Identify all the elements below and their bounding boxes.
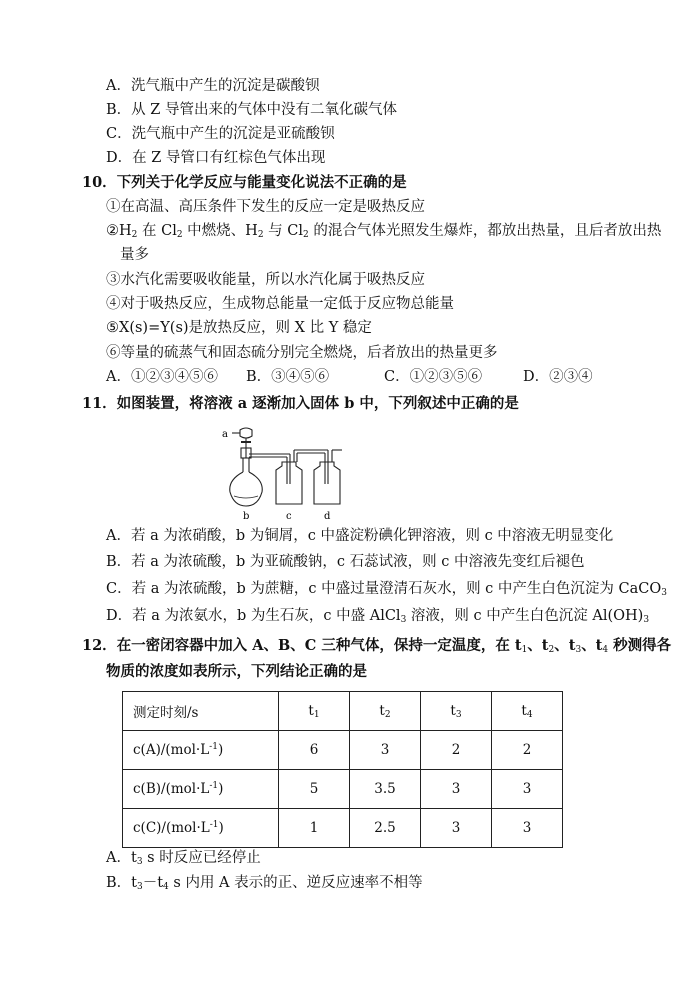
row-label-cb: $c(B)/(mol\cdot L^{-1})$	[123, 770, 279, 809]
apparatus-diagram	[218, 424, 358, 524]
funnel-bulb	[240, 428, 252, 438]
table-header-row	[123, 692, 563, 731]
cell: 5	[279, 770, 350, 809]
cell: 1	[279, 809, 350, 848]
q11-option-c: C．若 a 为浓硫酸，b 为蔗糖，c 中盛过量澄清石灰水，则 c 中产生白色沉淀为 CaCO$_3$	[106, 581, 667, 598]
q10-choice-a: A．①②③④⑤⑥	[106, 369, 218, 385]
table-row	[123, 731, 563, 770]
q10-choice-d: D．②③④	[523, 369, 593, 385]
q10-statement-4: ④对于吸热反应，生成物总能量一定低于反应物总能量	[106, 296, 454, 312]
cell: 3.5	[350, 770, 421, 809]
q10-statement-2: $②H_2$ 在 $Cl_2$ 中燃烧、$H_2$ 与 $Cl_2$ 的混合气体光照发生爆炸，都放出热量，且后者放出热	[106, 223, 662, 240]
q12-question: 12．在一密闭容器中加入 A、B、C 三种气体，保持一定温度，在 $t_1$、$t_2$、$t_3$、$t_4$ 秒测得各	[82, 637, 672, 655]
label-d: d	[324, 511, 331, 522]
label-c: c	[286, 511, 292, 522]
cell: 2	[421, 731, 492, 770]
q10-choices	[106, 367, 626, 387]
q10-statement-5: ⑤X(s)=Y(s)是放热反应，则 X 比 Y 稳定	[106, 320, 372, 336]
bottle-c	[276, 462, 302, 504]
q12-option-b: B．$t_3-t_4$ s 内用 A 表示的正、逆反应速率不相等	[106, 875, 423, 892]
table-header-t2: $t_2$	[350, 692, 421, 731]
q9-option-c: C．洗气瓶中产生的沉淀是亚硫酸钡	[106, 126, 335, 142]
q9-option-a: A．洗气瓶中产生的沉淀是碳酸钡	[106, 78, 320, 94]
q10-number: 10．	[82, 174, 117, 191]
q10-stem: 下列关于化学反应与能量变化说法不正确的是	[116, 174, 407, 191]
flask	[230, 472, 262, 506]
q10-choice-c: C．①②③⑤⑥	[384, 369, 483, 385]
q10-statement-1: ①在高温、高压条件下发生的反应一定是吸热反应	[106, 199, 425, 215]
cell: 3	[421, 770, 492, 809]
cell: 3	[492, 770, 563, 809]
cell: 3	[350, 731, 421, 770]
q11-option-a: A．若 a 为浓硝酸，b 为铜屑，c 中盛淀粉碘化钾溶液，则 c 中溶液无明显变化	[106, 528, 614, 544]
cell: 3	[492, 809, 563, 848]
q9-option-b: B．从 Z 导管出来的气体中没有二氧化碳气体	[106, 102, 397, 118]
q12-number: 12．	[82, 637, 117, 654]
q10-statement-6: ⑥等量的硫蒸气和固态硫分别完全燃烧，后者放出的热量更多	[106, 345, 498, 361]
cell: 6	[279, 731, 350, 770]
label-b: b	[243, 511, 250, 522]
concentration-table	[122, 691, 563, 848]
q10-statement-3: ③水汽化需要吸收能量，所以水汽化属于吸热反应	[106, 272, 425, 288]
table-header-t1: $t_1$	[279, 692, 350, 731]
q11-stem: 如图装置，将溶液 a 逐渐加入固体 b 中，下列叙述中正确的是	[116, 395, 519, 412]
q10-statement-2-continued: 量多	[120, 247, 149, 263]
q11-option-b: B．若 a 为浓硫酸，b 为亚硫酸钠，c 石蕊试液，则 c 中溶液先变红后褪色	[106, 554, 585, 570]
q12-option-a: A．$t_3$ s 时反应已经停止	[106, 850, 261, 867]
q9-option-d: D．在 Z 导管口有红棕色气体出现	[106, 150, 326, 166]
q11-question	[82, 394, 519, 414]
q11-option-d: D．若 a 为浓氨水，b 为生石灰，c 中盛 AlCl$_3$ 溶液，则 c 中产生白色沉淀 $Al(OH)_3$	[106, 608, 650, 625]
table-row	[123, 809, 563, 848]
cell: 2.5	[350, 809, 421, 848]
table-row	[123, 770, 563, 809]
q10-question	[82, 173, 407, 193]
q11-number: 11．	[82, 395, 117, 412]
row-label-ca: $c(A)/(mol\cdot L^{-1})$	[123, 731, 279, 770]
cell: 3	[421, 809, 492, 848]
row-label-cc: $c(C)/(mol\cdot L^{-1})$	[123, 809, 279, 848]
label-a: a	[222, 429, 228, 440]
table-header-t4: $t_4$	[492, 692, 563, 731]
bottle-d	[314, 462, 340, 504]
table-header-label: 测定时刻/s	[123, 692, 279, 731]
cell: 2	[492, 731, 563, 770]
table-header-t3: $t_3$	[421, 692, 492, 731]
q10-choice-b: B．③④⑤⑥	[246, 369, 330, 385]
q12-stem-line2: 物质的浓度如表所示，下列结论正确的是	[106, 663, 367, 680]
